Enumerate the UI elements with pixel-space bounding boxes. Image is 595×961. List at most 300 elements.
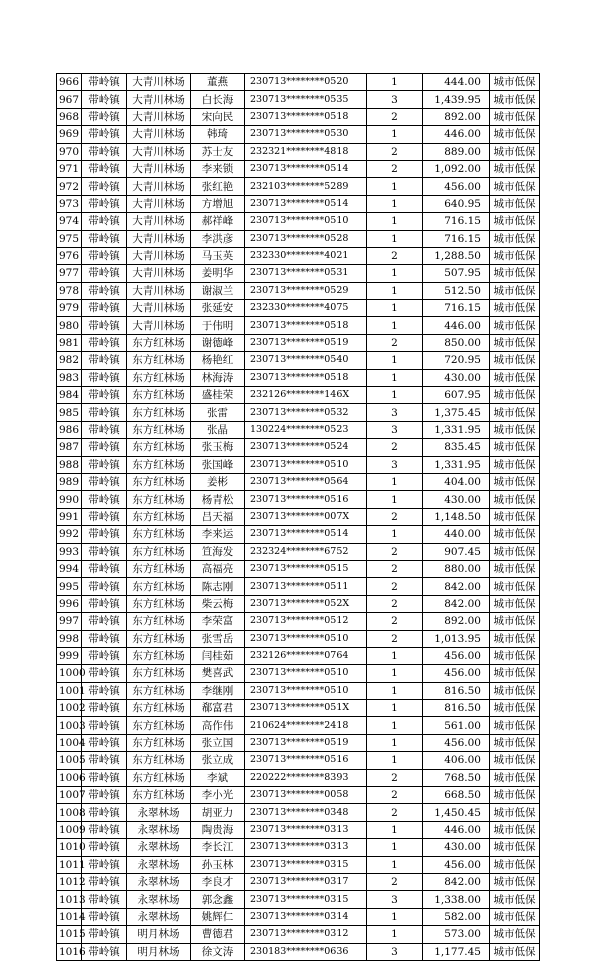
- table-row: [57, 508, 540, 525]
- row-number-cell: 1001: [57, 682, 82, 699]
- forest-farm-cell: 东方红林场: [127, 560, 191, 577]
- person-name-cell: 张玉梅: [191, 439, 245, 456]
- row-number-cell: 992: [57, 526, 82, 543]
- amount-cell: 440.00: [423, 526, 490, 543]
- township-cell: 带岭镇: [82, 873, 127, 890]
- forest-farm-cell: 东方红林场: [127, 543, 191, 560]
- amount-cell: 1,375.45: [423, 404, 490, 421]
- category-cell: 城市低保: [490, 108, 540, 125]
- household-size-cell: 1: [367, 700, 423, 717]
- township-cell: 带岭镇: [82, 508, 127, 525]
- household-size-cell: 1: [367, 213, 423, 230]
- forest-farm-cell: 永翠林场: [127, 856, 191, 873]
- category-cell: 城市低保: [490, 74, 540, 91]
- household-size-cell: 2: [367, 508, 423, 525]
- category-cell: 城市低保: [490, 595, 540, 612]
- person-name-cell: 李来运: [191, 526, 245, 543]
- table-row: [57, 821, 540, 838]
- person-name-cell: 李良才: [191, 873, 245, 890]
- household-size-cell: 2: [367, 247, 423, 264]
- household-size-cell: 1: [367, 387, 423, 404]
- household-size-cell: 1: [367, 195, 423, 212]
- amount-cell: 1,177.45: [423, 943, 490, 960]
- township-cell: 带岭镇: [82, 74, 127, 91]
- row-number-cell: 994: [57, 560, 82, 577]
- person-name-cell: 笪海发: [191, 543, 245, 560]
- forest-farm-cell: 永翠林场: [127, 804, 191, 821]
- household-size-cell: 1: [367, 265, 423, 282]
- row-number-cell: 986: [57, 421, 82, 438]
- person-name-cell: 姜彬: [191, 473, 245, 490]
- township-cell: 带岭镇: [82, 665, 127, 682]
- household-size-cell: 2: [367, 630, 423, 647]
- id-number-cell: 232330********4075: [245, 300, 367, 317]
- id-number-cell: 230713********052X: [245, 595, 367, 612]
- category-cell: 城市低保: [490, 91, 540, 108]
- township-cell: 带岭镇: [82, 560, 127, 577]
- township-cell: 带岭镇: [82, 595, 127, 612]
- township-cell: 带岭镇: [82, 734, 127, 751]
- person-name-cell: 闫桂茹: [191, 647, 245, 664]
- amount-cell: 1,450.45: [423, 804, 490, 821]
- table-row: [57, 873, 540, 890]
- person-name-cell: 张雪岳: [191, 630, 245, 647]
- township-cell: 带岭镇: [82, 839, 127, 856]
- person-name-cell: 郝祥峰: [191, 213, 245, 230]
- forest-farm-cell: 东方红林场: [127, 334, 191, 351]
- table-row: [57, 578, 540, 595]
- category-cell: 城市低保: [490, 630, 540, 647]
- row-number-cell: 995: [57, 578, 82, 595]
- id-number-cell: 230713********0518: [245, 369, 367, 386]
- township-cell: 带岭镇: [82, 195, 127, 212]
- forest-farm-cell: 东方红林场: [127, 387, 191, 404]
- household-size-cell: 1: [367, 230, 423, 247]
- person-name-cell: 柴云梅: [191, 595, 245, 612]
- household-size-cell: 1: [367, 352, 423, 369]
- id-number-cell: 230713********0540: [245, 352, 367, 369]
- forest-farm-cell: 大青川林场: [127, 300, 191, 317]
- township-cell: 带岭镇: [82, 752, 127, 769]
- person-name-cell: 于伟明: [191, 317, 245, 334]
- category-cell: 城市低保: [490, 143, 540, 160]
- forest-farm-cell: 东方红林场: [127, 421, 191, 438]
- row-number-cell: 999: [57, 647, 82, 664]
- amount-cell: 889.00: [423, 143, 490, 160]
- category-cell: 城市低保: [490, 752, 540, 769]
- row-number-cell: 1004: [57, 734, 82, 751]
- forest-farm-cell: 东方红林场: [127, 717, 191, 734]
- township-cell: 带岭镇: [82, 456, 127, 473]
- row-number-cell: 990: [57, 491, 82, 508]
- person-name-cell: 李长江: [191, 839, 245, 856]
- category-cell: 城市低保: [490, 839, 540, 856]
- forest-farm-cell: 大青川林场: [127, 230, 191, 247]
- amount-cell: 768.50: [423, 769, 490, 786]
- forest-farm-cell: 大青川林场: [127, 247, 191, 264]
- id-number-cell: 230713********0535: [245, 91, 367, 108]
- table-row: [57, 439, 540, 456]
- forest-farm-cell: 永翠林场: [127, 873, 191, 890]
- category-cell: 城市低保: [490, 282, 540, 299]
- table-row: [57, 613, 540, 630]
- household-size-cell: 2: [367, 143, 423, 160]
- person-name-cell: 盛桂荣: [191, 387, 245, 404]
- township-cell: 带岭镇: [82, 647, 127, 664]
- row-number-cell: 975: [57, 230, 82, 247]
- household-size-cell: 3: [367, 404, 423, 421]
- id-number-cell: 230713********0515: [245, 560, 367, 577]
- amount-cell: 640.95: [423, 195, 490, 212]
- forest-farm-cell: 大青川林场: [127, 74, 191, 91]
- row-number-cell: 1009: [57, 821, 82, 838]
- township-cell: 带岭镇: [82, 613, 127, 630]
- category-cell: 城市低保: [490, 387, 540, 404]
- amount-cell: 1,013.95: [423, 630, 490, 647]
- row-number-cell: 976: [57, 247, 82, 264]
- forest-farm-cell: 大青川林场: [127, 143, 191, 160]
- table-row: [57, 369, 540, 386]
- row-number-cell: 980: [57, 317, 82, 334]
- forest-farm-cell: 大青川林场: [127, 91, 191, 108]
- person-name-cell: 陶贵海: [191, 821, 245, 838]
- township-cell: 带岭镇: [82, 700, 127, 717]
- id-number-cell: 230713********0314: [245, 908, 367, 925]
- table-row: [57, 108, 540, 125]
- table-body: [57, 74, 540, 961]
- table-row: [57, 126, 540, 143]
- person-name-cell: 方增旭: [191, 195, 245, 212]
- table-row: [57, 734, 540, 751]
- category-cell: 城市低保: [490, 734, 540, 751]
- household-size-cell: 2: [367, 595, 423, 612]
- township-cell: 带岭镇: [82, 473, 127, 490]
- township-cell: 带岭镇: [82, 682, 127, 699]
- person-name-cell: 姜明华: [191, 265, 245, 282]
- township-cell: 带岭镇: [82, 91, 127, 108]
- row-number-cell: 1016: [57, 943, 82, 960]
- row-number-cell: 983: [57, 369, 82, 386]
- table-row: [57, 404, 540, 421]
- person-name-cell: 郭念鑫: [191, 891, 245, 908]
- household-size-cell: 2: [367, 804, 423, 821]
- amount-cell: 1,331.95: [423, 421, 490, 438]
- household-size-cell: 1: [367, 926, 423, 943]
- row-number-cell: 1000: [57, 665, 82, 682]
- amount-cell: 892.00: [423, 108, 490, 125]
- category-cell: 城市低保: [490, 317, 540, 334]
- row-number-cell: 966: [57, 74, 82, 91]
- row-number-cell: 991: [57, 508, 82, 525]
- id-number-cell: 230713********0518: [245, 108, 367, 125]
- row-number-cell: 984: [57, 387, 82, 404]
- household-size-cell: 1: [367, 734, 423, 751]
- amount-cell: 406.00: [423, 752, 490, 769]
- table-row: [57, 926, 540, 943]
- category-cell: 城市低保: [490, 717, 540, 734]
- forest-farm-cell: 永翠林场: [127, 839, 191, 856]
- category-cell: 城市低保: [490, 821, 540, 838]
- table-row: [57, 265, 540, 282]
- category-cell: 城市低保: [490, 421, 540, 438]
- forest-farm-cell: 东方红林场: [127, 456, 191, 473]
- township-cell: 带岭镇: [82, 526, 127, 543]
- household-size-cell: 2: [367, 439, 423, 456]
- amount-cell: 668.50: [423, 787, 490, 804]
- id-number-cell: 230713********0528: [245, 230, 367, 247]
- category-cell: 城市低保: [490, 613, 540, 630]
- id-number-cell: 230713********0530: [245, 126, 367, 143]
- amount-cell: 573.00: [423, 926, 490, 943]
- category-cell: 城市低保: [490, 491, 540, 508]
- amount-cell: 430.00: [423, 369, 490, 386]
- id-number-cell: 230713********0313: [245, 839, 367, 856]
- category-cell: 城市低保: [490, 578, 540, 595]
- forest-farm-cell: 东方红林场: [127, 578, 191, 595]
- id-number-cell: 230713********0315: [245, 856, 367, 873]
- household-size-cell: 3: [367, 943, 423, 960]
- household-size-cell: 1: [367, 908, 423, 925]
- forest-farm-cell: 大青川林场: [127, 195, 191, 212]
- row-number-cell: 1015: [57, 926, 82, 943]
- household-size-cell: 1: [367, 682, 423, 699]
- category-cell: 城市低保: [490, 439, 540, 456]
- amount-cell: 446.00: [423, 317, 490, 334]
- id-number-cell: 232126********0764: [245, 647, 367, 664]
- household-size-cell: 2: [367, 543, 423, 560]
- forest-farm-cell: 东方红林场: [127, 682, 191, 699]
- forest-farm-cell: 永翠林场: [127, 908, 191, 925]
- row-number-cell: 1007: [57, 787, 82, 804]
- amount-cell: 1,331.95: [423, 456, 490, 473]
- household-size-cell: 2: [367, 873, 423, 890]
- person-name-cell: 张晶: [191, 421, 245, 438]
- category-cell: 城市低保: [490, 526, 540, 543]
- category-cell: 城市低保: [490, 473, 540, 490]
- township-cell: 带岭镇: [82, 491, 127, 508]
- household-size-cell: 2: [367, 160, 423, 177]
- table-row: [57, 334, 540, 351]
- category-cell: 城市低保: [490, 508, 540, 525]
- amount-cell: 892.00: [423, 613, 490, 630]
- id-number-cell: 230713********0510: [245, 213, 367, 230]
- amount-cell: 716.15: [423, 230, 490, 247]
- row-number-cell: 997: [57, 613, 82, 630]
- table-row: [57, 560, 540, 577]
- table-row: [57, 456, 540, 473]
- table-row: [57, 143, 540, 160]
- table-row: [57, 421, 540, 438]
- table-row: [57, 682, 540, 699]
- household-size-cell: 2: [367, 578, 423, 595]
- township-cell: 带岭镇: [82, 178, 127, 195]
- category-cell: 城市低保: [490, 769, 540, 786]
- person-name-cell: 郗富君: [191, 700, 245, 717]
- forest-farm-cell: 东方红林场: [127, 508, 191, 525]
- person-name-cell: 孙玉林: [191, 856, 245, 873]
- row-number-cell: 1012: [57, 873, 82, 890]
- township-cell: 带岭镇: [82, 334, 127, 351]
- township-cell: 带岭镇: [82, 108, 127, 125]
- township-cell: 带岭镇: [82, 317, 127, 334]
- category-cell: 城市低保: [490, 265, 540, 282]
- table-row: [57, 543, 540, 560]
- forest-farm-cell: 东方红林场: [127, 700, 191, 717]
- township-cell: 带岭镇: [82, 352, 127, 369]
- table-row: [57, 282, 540, 299]
- category-cell: 城市低保: [490, 700, 540, 717]
- category-cell: 城市低保: [490, 908, 540, 925]
- category-cell: 城市低保: [490, 126, 540, 143]
- relief-roster-table: [56, 73, 540, 961]
- id-number-cell: 230713********0519: [245, 334, 367, 351]
- row-number-cell: 977: [57, 265, 82, 282]
- household-size-cell: 1: [367, 491, 423, 508]
- id-number-cell: 230713********0512: [245, 613, 367, 630]
- person-name-cell: 李洪彦: [191, 230, 245, 247]
- category-cell: 城市低保: [490, 926, 540, 943]
- township-cell: 带岭镇: [82, 787, 127, 804]
- person-name-cell: 林海涛: [191, 369, 245, 386]
- id-number-cell: 130224********0523: [245, 421, 367, 438]
- id-number-cell: 230713********0510: [245, 665, 367, 682]
- township-cell: 带岭镇: [82, 421, 127, 438]
- township-cell: 带岭镇: [82, 282, 127, 299]
- id-number-cell: 210624********2418: [245, 717, 367, 734]
- row-number-cell: 998: [57, 630, 82, 647]
- id-number-cell: 230713********0514: [245, 160, 367, 177]
- id-number-cell: 230183********0636: [245, 943, 367, 960]
- household-size-cell: 2: [367, 769, 423, 786]
- row-number-cell: 989: [57, 473, 82, 490]
- id-number-cell: 230713********0510: [245, 456, 367, 473]
- person-name-cell: 谢淑兰: [191, 282, 245, 299]
- row-number-cell: 972: [57, 178, 82, 195]
- household-size-cell: 1: [367, 665, 423, 682]
- id-number-cell: 230713********0510: [245, 630, 367, 647]
- household-size-cell: 3: [367, 91, 423, 108]
- table-row: [57, 300, 540, 317]
- id-number-cell: 230713********0516: [245, 752, 367, 769]
- household-size-cell: 1: [367, 647, 423, 664]
- category-cell: 城市低保: [490, 334, 540, 351]
- household-size-cell: 3: [367, 421, 423, 438]
- forest-farm-cell: 东方红林场: [127, 613, 191, 630]
- row-number-cell: 982: [57, 352, 82, 369]
- id-number-cell: 230713********0312: [245, 926, 367, 943]
- amount-cell: 716.15: [423, 213, 490, 230]
- amount-cell: 1,439.95: [423, 91, 490, 108]
- table-row: [57, 91, 540, 108]
- household-size-cell: 1: [367, 300, 423, 317]
- table-row: [57, 647, 540, 664]
- person-name-cell: 张延安: [191, 300, 245, 317]
- amount-cell: 456.00: [423, 856, 490, 873]
- amount-cell: 720.95: [423, 352, 490, 369]
- person-name-cell: 姚辉仁: [191, 908, 245, 925]
- forest-farm-cell: 大青川林场: [127, 282, 191, 299]
- township-cell: 带岭镇: [82, 439, 127, 456]
- person-name-cell: 徐文涛: [191, 943, 245, 960]
- household-size-cell: 1: [367, 473, 423, 490]
- person-name-cell: 张国峰: [191, 456, 245, 473]
- category-cell: 城市低保: [490, 804, 540, 821]
- forest-farm-cell: 东方红林场: [127, 665, 191, 682]
- amount-cell: 1,092.00: [423, 160, 490, 177]
- category-cell: 城市低保: [490, 247, 540, 264]
- table-row: [57, 908, 540, 925]
- id-number-cell: 232321********4818: [245, 143, 367, 160]
- township-cell: 带岭镇: [82, 126, 127, 143]
- amount-cell: 446.00: [423, 821, 490, 838]
- person-name-cell: 曹德君: [191, 926, 245, 943]
- township-cell: 带岭镇: [82, 300, 127, 317]
- township-cell: 带岭镇: [82, 630, 127, 647]
- amount-cell: 850.00: [423, 334, 490, 351]
- row-number-cell: 987: [57, 439, 82, 456]
- person-name-cell: 张立国: [191, 734, 245, 751]
- forest-farm-cell: 永翠林场: [127, 891, 191, 908]
- id-number-cell: 220222********8393: [245, 769, 367, 786]
- household-size-cell: 1: [367, 282, 423, 299]
- id-number-cell: 230713********0520: [245, 74, 367, 91]
- township-cell: 带岭镇: [82, 265, 127, 282]
- amount-cell: 1,148.50: [423, 508, 490, 525]
- township-cell: 带岭镇: [82, 160, 127, 177]
- township-cell: 带岭镇: [82, 856, 127, 873]
- amount-cell: 1,288.50: [423, 247, 490, 264]
- category-cell: 城市低保: [490, 891, 540, 908]
- township-cell: 带岭镇: [82, 717, 127, 734]
- table-row: [57, 195, 540, 212]
- category-cell: 城市低保: [490, 369, 540, 386]
- household-size-cell: 1: [367, 526, 423, 543]
- amount-cell: 456.00: [423, 647, 490, 664]
- id-number-cell: 230713********0058: [245, 787, 367, 804]
- row-number-cell: 974: [57, 213, 82, 230]
- township-cell: 带岭镇: [82, 578, 127, 595]
- household-size-cell: 1: [367, 178, 423, 195]
- amount-cell: 842.00: [423, 578, 490, 595]
- forest-farm-cell: 东方红林场: [127, 787, 191, 804]
- id-number-cell: 230713********0514: [245, 195, 367, 212]
- forest-farm-cell: 永翠林场: [127, 821, 191, 838]
- township-cell: 带岭镇: [82, 230, 127, 247]
- row-number-cell: 1010: [57, 839, 82, 856]
- township-cell: 带岭镇: [82, 943, 127, 960]
- category-cell: 城市低保: [490, 404, 540, 421]
- amount-cell: 444.00: [423, 74, 490, 91]
- forest-farm-cell: 东方红林场: [127, 439, 191, 456]
- household-size-cell: 1: [367, 717, 423, 734]
- township-cell: 带岭镇: [82, 543, 127, 560]
- category-cell: 城市低保: [490, 873, 540, 890]
- amount-cell: 835.45: [423, 439, 490, 456]
- person-name-cell: 李来锁: [191, 160, 245, 177]
- person-name-cell: 杨艳红: [191, 352, 245, 369]
- amount-cell: 512.50: [423, 282, 490, 299]
- row-number-cell: 1002: [57, 700, 82, 717]
- row-number-cell: 978: [57, 282, 82, 299]
- forest-farm-cell: 大青川林场: [127, 126, 191, 143]
- row-number-cell: 1003: [57, 717, 82, 734]
- amount-cell: 1,338.00: [423, 891, 490, 908]
- household-size-cell: 2: [367, 560, 423, 577]
- amount-cell: 561.00: [423, 717, 490, 734]
- household-size-cell: 1: [367, 74, 423, 91]
- person-name-cell: 张立成: [191, 752, 245, 769]
- amount-cell: 816.50: [423, 700, 490, 717]
